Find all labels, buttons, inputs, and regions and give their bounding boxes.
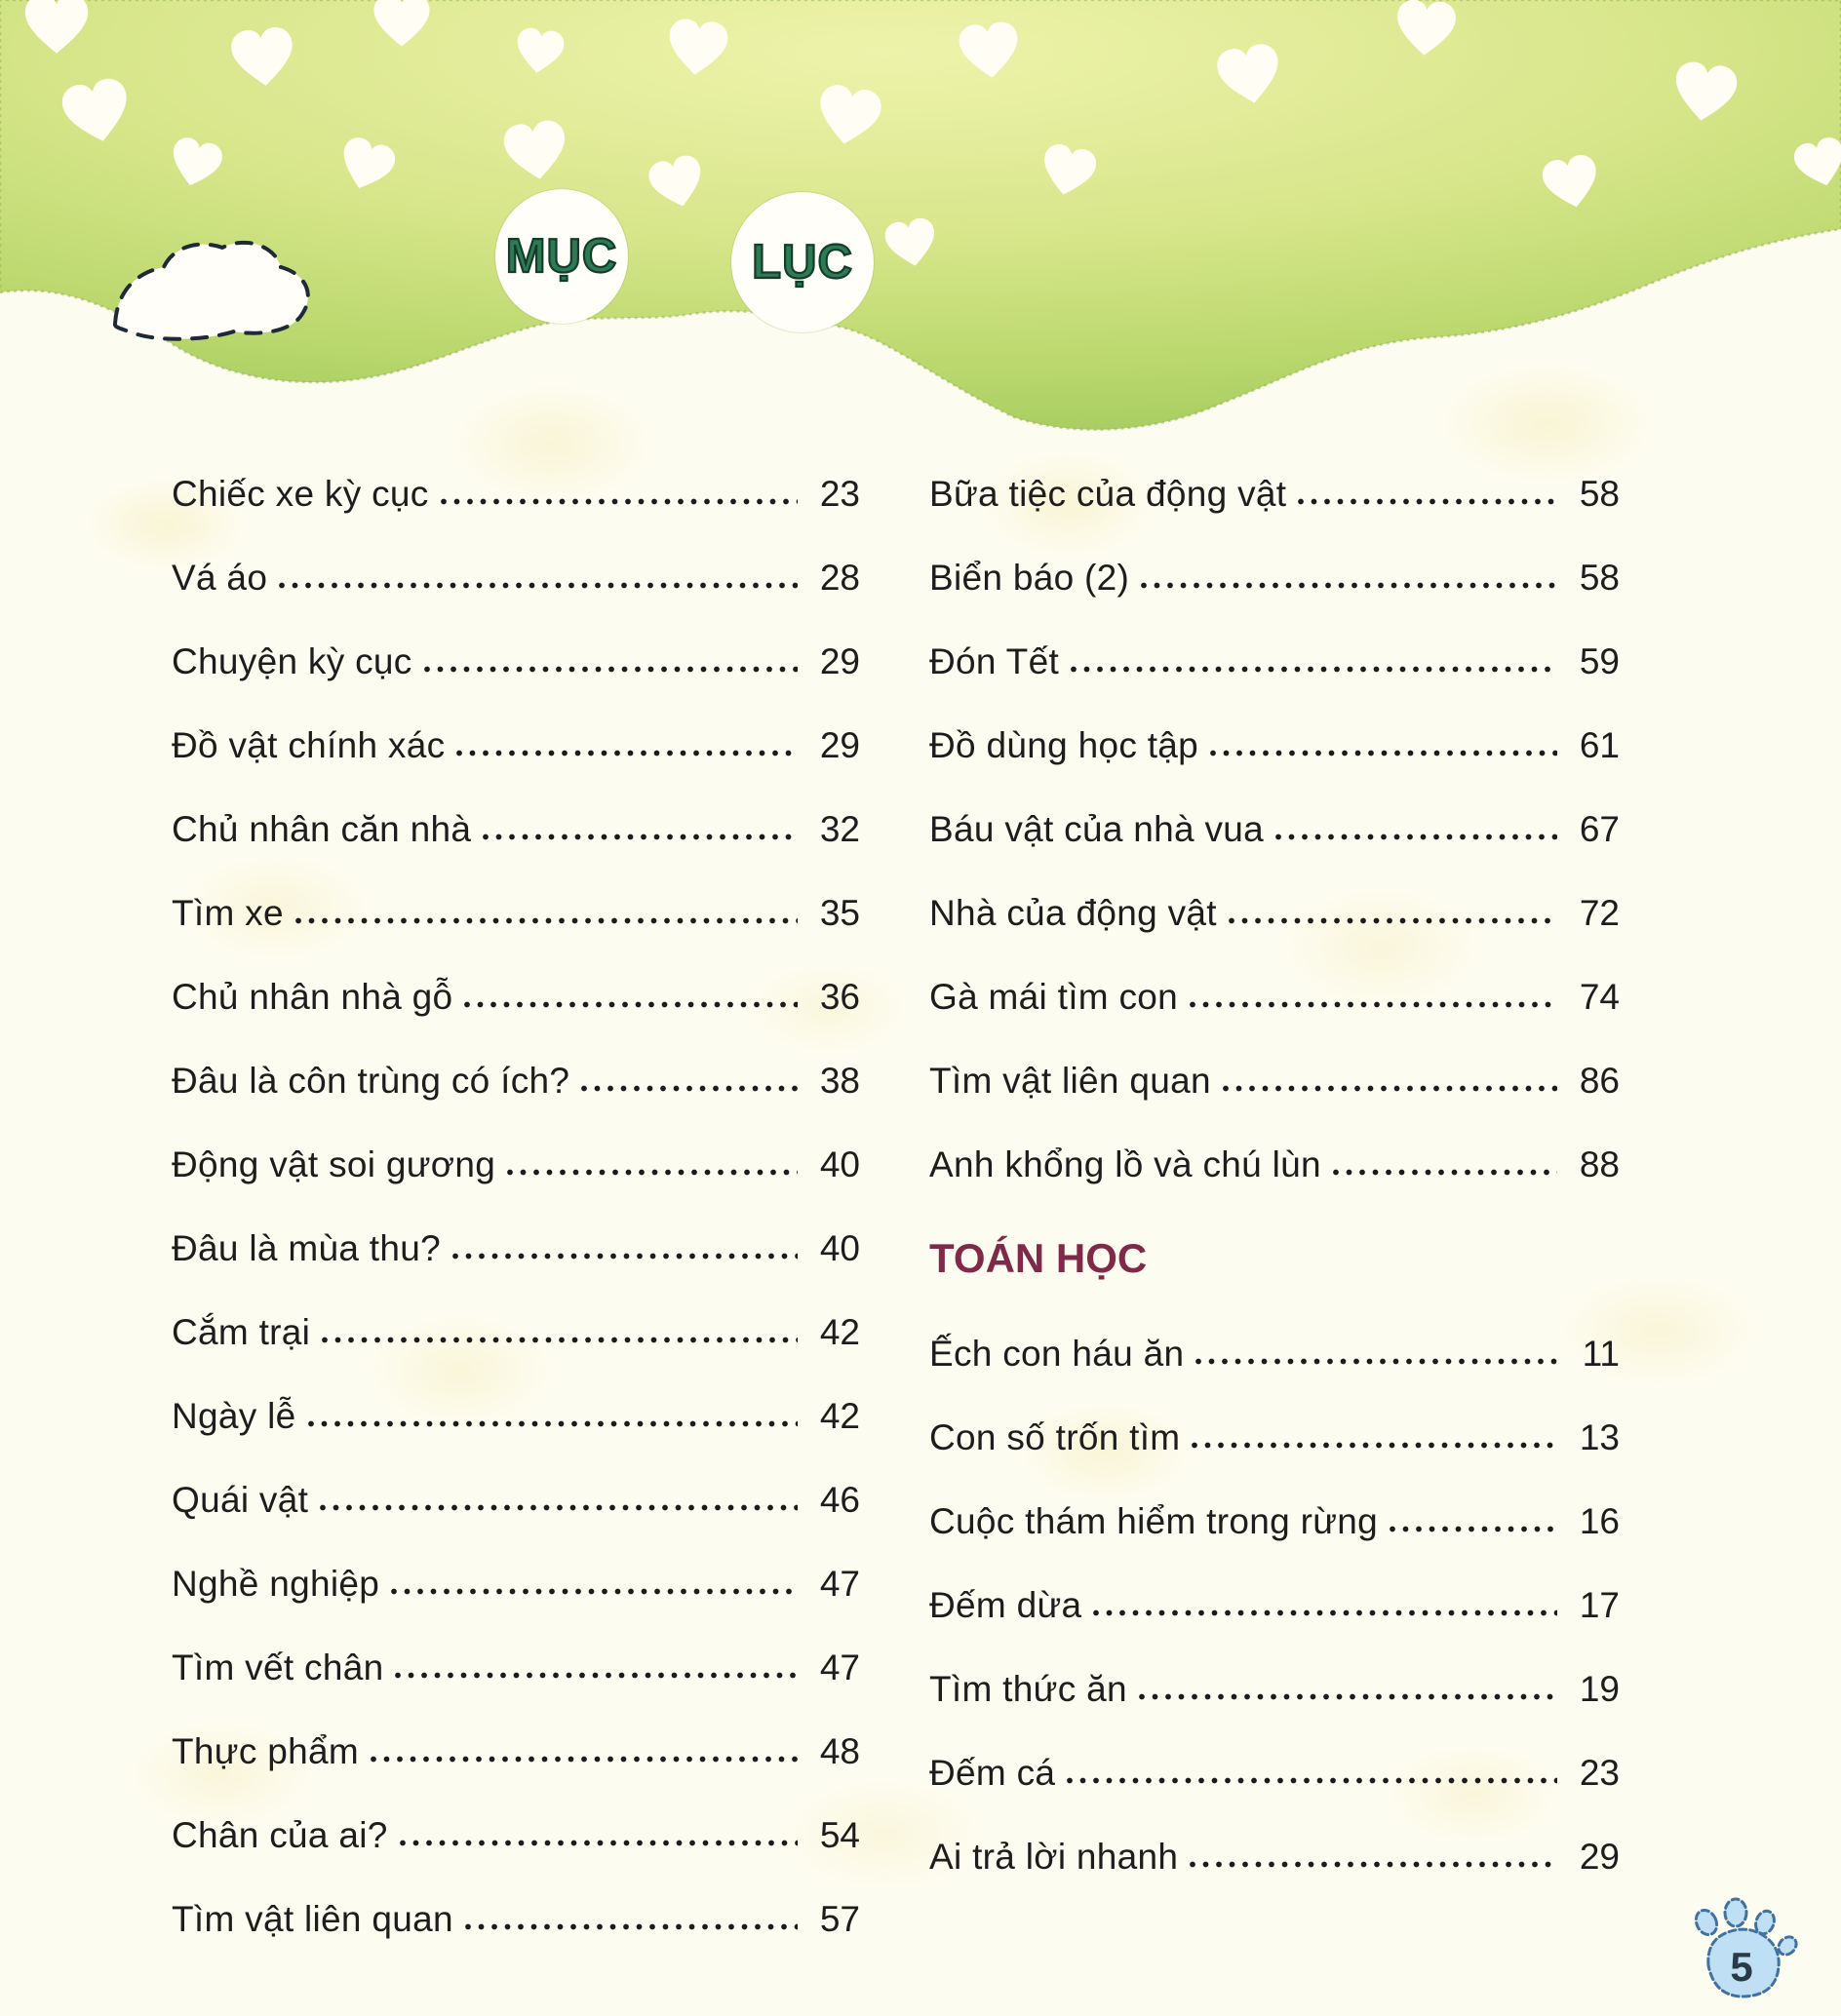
toc-entry-page: 23 bbox=[1579, 1753, 1620, 1793]
toc-entry-page: 40 bbox=[819, 1144, 860, 1184]
toc-entry-page: 19 bbox=[1579, 1669, 1620, 1709]
toc-entry-title: Tìm thức ăn bbox=[929, 1669, 1127, 1709]
toc-entry-title: Đâu là mùa thu? bbox=[172, 1228, 442, 1268]
dot-leader bbox=[1333, 1169, 1557, 1176]
toc-entry-page: 57 bbox=[819, 1899, 860, 1939]
toc-row bbox=[172, 1373, 860, 1456]
toc-entry-page: 28 bbox=[819, 558, 860, 598]
toc-entry-title: Động vật soi gương bbox=[172, 1144, 496, 1184]
dot-leader bbox=[1190, 1861, 1557, 1868]
toc-entry-title: Ếch con háu ăn bbox=[929, 1334, 1185, 1374]
toc-entry-title: Chủ nhân căn nhà bbox=[172, 809, 472, 849]
toc-row bbox=[172, 1624, 860, 1708]
toc-entry-title: Thực phẩm bbox=[172, 1731, 359, 1771]
toc-entry-page: 17 bbox=[1579, 1585, 1620, 1625]
toc-row bbox=[172, 1708, 860, 1792]
toc-entry-page: 61 bbox=[1579, 725, 1620, 765]
toc-entry-page: 48 bbox=[819, 1731, 860, 1771]
dot-leader bbox=[441, 498, 798, 505]
toc-entry-title: Con số trốn tìm bbox=[929, 1417, 1181, 1457]
title-circle-luc bbox=[731, 192, 874, 332]
dot-leader bbox=[424, 666, 798, 673]
toc-entry-page: 46 bbox=[819, 1480, 860, 1520]
toc-entry-title: Nhà của động vật bbox=[929, 893, 1217, 933]
toc-row bbox=[172, 1121, 860, 1205]
dot-leader bbox=[1093, 1609, 1557, 1616]
toc-entry-page: 42 bbox=[819, 1396, 860, 1436]
toc-entry-page: 72 bbox=[1579, 893, 1620, 933]
dot-leader bbox=[1275, 834, 1557, 840]
toc-entry-title: Bữa tiệc của động vật bbox=[929, 474, 1287, 514]
toc-entry-page: 59 bbox=[1579, 641, 1620, 681]
toc-entry-page: 29 bbox=[819, 725, 860, 765]
toc-row bbox=[172, 1037, 860, 1121]
header-cloud-art bbox=[0, 0, 1841, 458]
toc-entry-page: 11 bbox=[1582, 1334, 1620, 1374]
toc-entry-page: 74 bbox=[1579, 977, 1620, 1017]
toc-entry-title: Đồ dùng học tập bbox=[929, 725, 1199, 765]
toc-entry-page: 40 bbox=[819, 1228, 860, 1268]
dot-leader bbox=[581, 1085, 798, 1092]
toc-entry-title: Vá áo bbox=[172, 558, 268, 598]
dot-leader bbox=[465, 1923, 798, 1930]
toc-row bbox=[172, 450, 860, 534]
page-number-text: 5 bbox=[1730, 1944, 1753, 1990]
toc-entry-page: 67 bbox=[1579, 809, 1620, 849]
toc-entry-page: 42 bbox=[819, 1312, 860, 1352]
paw-page-number bbox=[1660, 1876, 1816, 2002]
toc-entry-title: Gà mái tìm con bbox=[929, 977, 1179, 1017]
toc-entry-title: Tìm vết chân bbox=[172, 1648, 384, 1687]
toc-row bbox=[929, 1121, 1620, 1205]
toc-entry-title: Đón Tết bbox=[929, 641, 1060, 681]
toc-entry-page: 13 bbox=[1579, 1417, 1620, 1457]
dot-leader bbox=[371, 1756, 798, 1763]
toc-entry-title: Ngày lễ bbox=[172, 1396, 296, 1436]
dot-leader bbox=[1071, 666, 1557, 673]
dot-leader bbox=[1223, 1085, 1557, 1092]
toc-entry-title: Quái vật bbox=[172, 1480, 309, 1520]
toc-row bbox=[929, 1037, 1620, 1121]
paw-toe-icon bbox=[1692, 1907, 1720, 1938]
toc-entry-page: 58 bbox=[1579, 474, 1620, 514]
dot-leader bbox=[1390, 1526, 1557, 1532]
toc-row bbox=[172, 702, 860, 786]
toc-entry-title: Đâu là côn trùng có ích? bbox=[172, 1061, 570, 1101]
toc-row bbox=[172, 618, 860, 702]
toc-row bbox=[172, 534, 860, 618]
toc-entry-title: Chiếc xe kỳ cục bbox=[172, 474, 429, 514]
dot-leader bbox=[1229, 917, 1557, 924]
toc-entry-title: Nghề nghiệp bbox=[172, 1564, 380, 1604]
toc-row bbox=[172, 870, 860, 953]
dot-leader bbox=[279, 582, 798, 589]
paw-toe-icon bbox=[1725, 1899, 1746, 1926]
toc-row bbox=[172, 1540, 860, 1624]
toc-entry-page: 36 bbox=[819, 977, 860, 1017]
dot-leader bbox=[456, 750, 798, 756]
toc-entry-page: 54 bbox=[819, 1815, 860, 1855]
toc-entry-page: 29 bbox=[1579, 1837, 1620, 1877]
toc-row bbox=[929, 1646, 1620, 1729]
dot-leader bbox=[1067, 1777, 1557, 1784]
toc-entry-title: Đếm dừa bbox=[929, 1585, 1082, 1625]
toc-row bbox=[172, 786, 860, 870]
dot-leader bbox=[1190, 1001, 1557, 1008]
dot-leader bbox=[507, 1169, 798, 1176]
toc-entry-page: 16 bbox=[1579, 1501, 1620, 1541]
toc-row bbox=[929, 786, 1620, 870]
toc-entry-page: 29 bbox=[819, 641, 860, 681]
toc-entry-page: 58 bbox=[1579, 558, 1620, 598]
toc-entry-title: Ai trả lời nhanh bbox=[929, 1837, 1179, 1877]
dot-leader bbox=[1139, 1693, 1557, 1700]
toc-entry-title: Tìm xe bbox=[172, 893, 284, 933]
toc-entry-title: Đồ vật chính xác bbox=[172, 725, 446, 765]
dot-leader bbox=[1192, 1442, 1557, 1449]
toc-column-left bbox=[172, 450, 860, 1959]
dot-leader bbox=[452, 1253, 798, 1260]
toc-entry-title: Báu vật của nhà vua bbox=[929, 809, 1265, 849]
toc-entry-page: 47 bbox=[819, 1648, 860, 1687]
toc-row bbox=[929, 1310, 1620, 1394]
dot-leader bbox=[308, 1420, 798, 1427]
dot-leader bbox=[395, 1672, 798, 1679]
toc-entry-title: Tìm vật liên quan bbox=[172, 1899, 453, 1939]
toc-row bbox=[929, 1478, 1620, 1562]
toc-entry-title: Cuộc thám hiểm trong rừng bbox=[929, 1501, 1379, 1541]
dot-leader bbox=[391, 1588, 798, 1595]
toc-row bbox=[172, 1205, 860, 1289]
dot-leader bbox=[400, 1840, 798, 1846]
dot-leader bbox=[322, 1337, 798, 1343]
toc-entry-title: Đếm cá bbox=[929, 1753, 1056, 1793]
dot-leader bbox=[320, 1504, 798, 1511]
dot-leader bbox=[464, 1001, 798, 1008]
toc-row bbox=[172, 1792, 860, 1876]
toc-row bbox=[929, 1729, 1620, 1813]
section-header-toan-hoc: TOÁN HỌC bbox=[929, 1235, 1148, 1281]
toc-row bbox=[929, 870, 1620, 953]
toc-entry-page: 32 bbox=[819, 809, 860, 849]
toc-entry-title: Tìm vật liên quan bbox=[929, 1061, 1211, 1101]
dot-leader bbox=[1141, 582, 1557, 589]
toc-entry-title: Cắm trại bbox=[172, 1312, 311, 1352]
toc-row bbox=[929, 618, 1620, 702]
toc-entry-page: 47 bbox=[819, 1564, 860, 1604]
toc-row bbox=[929, 702, 1620, 786]
toc-row bbox=[929, 534, 1620, 618]
title-word-luc: LỤC bbox=[752, 236, 853, 289]
toc-entry-title: Biển báo (2) bbox=[929, 558, 1130, 598]
toc-row bbox=[929, 953, 1620, 1037]
dot-leader bbox=[483, 834, 798, 840]
toc-entry-title: Anh khổng lồ và chú lùn bbox=[929, 1144, 1321, 1184]
toc-entry-page: 86 bbox=[1579, 1061, 1620, 1101]
toc-row bbox=[929, 1813, 1620, 1897]
dot-leader bbox=[1298, 498, 1557, 505]
toc-row bbox=[929, 1394, 1620, 1478]
toc-row bbox=[929, 1562, 1620, 1646]
dot-leader bbox=[295, 917, 798, 924]
dot-leader bbox=[1210, 750, 1557, 756]
toc-entry-page: 35 bbox=[819, 893, 860, 933]
title-word-muc: MỤC bbox=[505, 230, 618, 283]
toc-row bbox=[929, 450, 1620, 534]
dot-leader bbox=[1195, 1358, 1557, 1365]
toc-row bbox=[172, 1289, 860, 1373]
toc-entry-title: Chân của ai? bbox=[172, 1815, 388, 1855]
toc-row bbox=[172, 953, 860, 1037]
toc-entry-page: 38 bbox=[819, 1061, 860, 1101]
toc-entry-title: Chủ nhân nhà gỗ bbox=[172, 977, 453, 1017]
toc-row bbox=[172, 1456, 860, 1540]
toc-row bbox=[172, 1876, 860, 1959]
toc-entry-title: Chuyện kỳ cục bbox=[172, 641, 412, 681]
title-circle-muc bbox=[495, 189, 628, 324]
toc-column-right bbox=[929, 450, 1620, 1897]
toc-entry-page: 23 bbox=[819, 474, 860, 514]
toc-entry-page: 88 bbox=[1579, 1144, 1620, 1184]
